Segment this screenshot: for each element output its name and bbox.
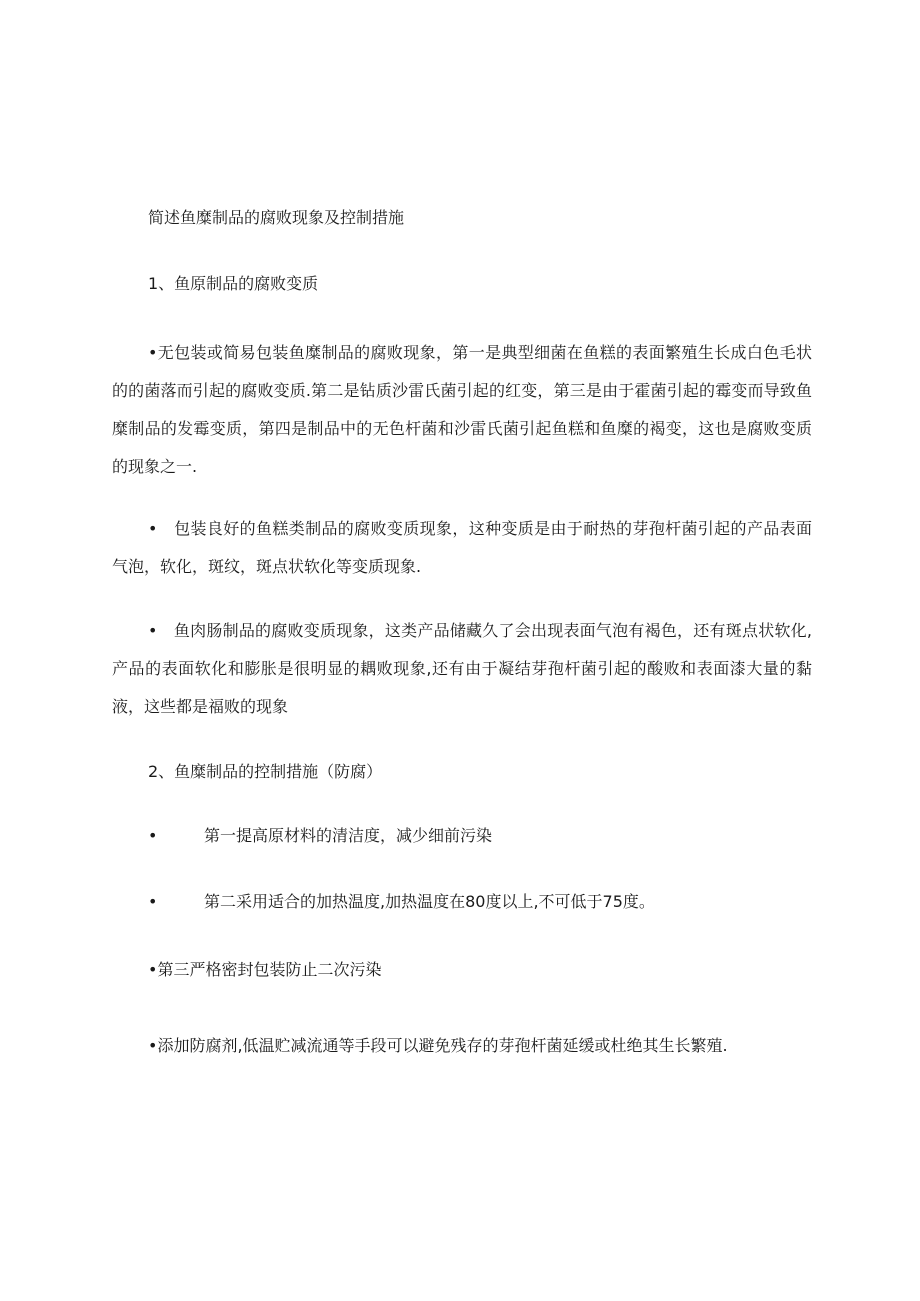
section-2-heading: 2、鱼糜制品的控制措施（防腐） [148, 762, 383, 781]
bullet-icon: • [148, 892, 158, 911]
paragraph-fish-sausage-spoilage: • 鱼肉肠制品的腐败变质现象，这类产品储藏久了会出现表面气泡有褐色，还有斑点状软化,产品的表面软化和膨胀是很明显的耦败现象,还有由于凝结芽孢杆菌引起的酸败和表面漆大量的黏液，这些都是福败的现象 [112, 621, 812, 716]
measure-2-item [148, 892, 655, 912]
paragraph-unpackaged-spoilage: •无包装或简易包装鱼糜制品的腐败现象，第一是典型细菌在鱼糕的表面繁殖生长成白色毛状的的菌落而引起的腐败变质.第二是钻质沙雷氏菌引起的红变，第三是由于霍菌引起的霉变而导致鱼糜制品的发霉变质，第四是制品中的无色杆菌和沙雷氏菌引起鱼糕和鱼糜的褐变，这也是腐败变质的现象之一. [112, 343, 812, 476]
measure-4-text: •添加防腐剂,低温贮减流通等手段可以避免残存的芽孢杆菌延缓或杜绝其生长繁殖. [148, 1036, 728, 1055]
measure-1-text: 第一提高原材料的清洁度，减少细前污染 [204, 826, 493, 845]
paragraph-packaged-spoilage: • 包装良好的鱼糕类制品的腐败变质现象，这种变质是由于耐热的芽孢杆菌引起的产品表面气泡，软化，斑纹，斑点状软化等变质现象. [112, 519, 812, 576]
document-title: 简述鱼糜制品的腐败现象及控制措施 [148, 208, 405, 227]
measure-3-text: •第三严格密封包装防止二次污染 [148, 960, 382, 979]
section-1-heading: 1、鱼原制品的腐败变质 [148, 274, 319, 293]
measure-1-item [148, 826, 493, 846]
measure-2-text: 第二采用适合的加热温度,加热温度在80度以上,不可低于75度。 [204, 892, 655, 911]
bullet-icon: • [148, 826, 158, 845]
